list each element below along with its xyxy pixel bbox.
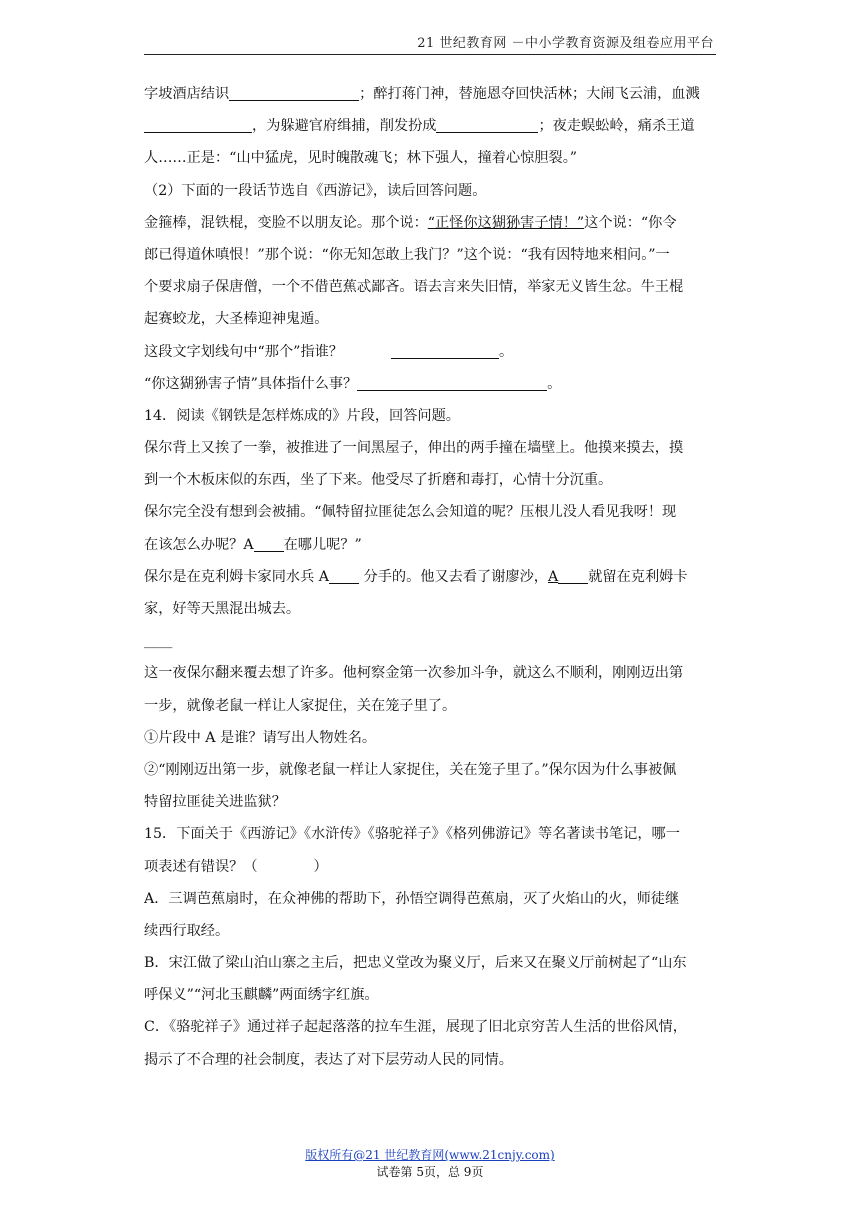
- text-line: 保尔背上又挨了一拳，被推进了一间黑屋子，伸出的两手撞在墙壁上。他摸来摸去，摸: [144, 440, 684, 457]
- text-line: 一步，就像老鼠一样让人家捉住，关在笼子里了。: [144, 697, 457, 714]
- text-line: 到一个木板床似的东西，坐了下来。他受尽了折磨和毒打，心情十分沉重。: [144, 472, 613, 489]
- text-line: 续西行取经。: [144, 922, 230, 939]
- answer-blank[interactable]: [329, 565, 359, 584]
- page-number: 试卷第 5页，总 9页: [376, 1165, 484, 1179]
- sub-question: “你这猢狲害子情”具体指什么事？: [144, 375, 358, 392]
- text-line: 特留拉匪徒关进监狱？: [144, 794, 286, 811]
- text-line: 保尔完全没有想到会被捕。“佩特留拉匪徒怎么会知道的呢？压根儿没人看见我呀！现: [144, 504, 677, 521]
- answer-blank[interactable]: [229, 82, 359, 101]
- underlined-sentence: “正怪你这猢狲害子情！”: [427, 214, 585, 231]
- answer-blank[interactable]: [144, 114, 252, 133]
- text-line: 郎已得道休嗔恨！”那个说：“你无知怎敢上我门？”这个说：“我有因特地来相问。”一: [144, 246, 670, 263]
- text-line: 起赛蛟龙，大圣棒迎神鬼遁。: [144, 311, 329, 328]
- text-segment: ）: [313, 858, 328, 875]
- answer-blank[interactable]: [391, 340, 499, 359]
- option-a: A．三调芭蕉扇时，在众神佛的帮助下，孙悟空调得芭蕉扇，灭了火焰山的火，师徒继: [144, 890, 680, 907]
- answer-blank[interactable]: [436, 114, 538, 133]
- page-header: [144, 36, 716, 55]
- option-c: C．《骆驼祥子》通过祥子起起落落的拉车生涯，展现了旧北京穷苦人生活的世俗风情，: [144, 1019, 687, 1036]
- text-line: [144, 561, 716, 593]
- text-line: 呼保义”“河北玉麒麟”两面绣字红旗。: [144, 987, 379, 1004]
- text-segment: 。: [547, 375, 562, 392]
- text-line: 这一夜保尔翻来覆去想了许多。他柯察金第一次参加斗争，就这么不顺利，刚刚迈出第: [144, 665, 684, 682]
- question-title: 15．下面关于《西游记》《水浒传》《骆驼祥子》《格列佛游记》等名著读书笔记，哪一: [144, 826, 680, 843]
- text-segment: ，为躲避官府缉捕，削发扮成: [252, 118, 437, 135]
- text-segment: 分手的。他又去看了谢廖沙，: [359, 568, 548, 585]
- text-segment: 。: [498, 343, 514, 360]
- sub-question: 这段文字划线句中“那个”指谁？: [144, 343, 343, 360]
- question-title: 14．阅读《钢铁是怎样炼成的》片段，回答问题。: [144, 407, 460, 424]
- text-line: [144, 529, 716, 561]
- text-line: 人……正是：“山中猛虎，见时魄散魂飞；林下强人，撞着心惊胆裂。”: [144, 150, 578, 167]
- text-segment: ；醉打蒋门神，替施恩夺回快活林；大闹飞云浦，血溅: [359, 86, 700, 102]
- text-line: [144, 207, 716, 239]
- answer-blank[interactable]: [254, 533, 284, 552]
- text-line: [144, 78, 716, 110]
- text-segment: 字坡酒店结识: [144, 86, 230, 102]
- text-segment: 这个说：“你令: [584, 214, 677, 231]
- sub-question: ①片段中 A 是谁？请写出人物姓名。: [144, 729, 377, 746]
- option-b: B．宋江做了梁山泊山寨之主后，把忠义堂改为聚义厅，后来又在聚义厅前树起了“山东: [144, 955, 687, 972]
- text-segment: 金箍棒，混铁棍，变脸不以朋友论。那个说：: [144, 214, 428, 231]
- text-line: [144, 851, 716, 883]
- underlined-letter: A: [547, 568, 559, 585]
- header-title: 21 世纪教育网 －中小学教育资源及组卷应用平台: [417, 36, 714, 51]
- text-segment: 保尔是在克利姆卡家同水兵 A: [144, 568, 330, 585]
- text-segment: 就留在克利姆卡: [588, 568, 688, 585]
- text-segment: 在哪儿呢？”: [283, 536, 362, 553]
- text-segment: ；夜走蜈蚣岭，痛杀王道: [538, 118, 695, 135]
- page-content: [144, 78, 716, 1076]
- copyright-link[interactable]: 版权所有@21 世纪教育网(www.21cnjy.com): [305, 1148, 555, 1162]
- text-line: [144, 336, 716, 368]
- text-line: [144, 110, 716, 142]
- text-segment: 项表述有错误？（: [144, 858, 258, 875]
- answer-blank[interactable]: [558, 565, 588, 584]
- text-line: 个要求扇子保唐僧，一个不借芭蕉忒鄙吝。语去言来失旧情，举家无义皆生忿。牛王棍: [144, 279, 684, 296]
- text-line: ____: [144, 633, 173, 650]
- text-line: 家，好等天黑混出城去。: [144, 601, 301, 617]
- answer-blank[interactable]: [357, 372, 547, 391]
- text-line: 揭示了不合理的社会制度，表达了对下层劳动人民的同情。: [144, 1051, 513, 1068]
- question-intro: （2）下面的一段话节选自《西游记》，读后回答问题。: [144, 182, 487, 199]
- text-line: [144, 368, 716, 400]
- sub-question: ②“刚刚迈出第一步，就像老鼠一样让人家捉住，关在笼子里了。”保尔因为什么事被佩: [144, 761, 677, 778]
- text-segment: 在该怎么办呢？A: [144, 536, 254, 553]
